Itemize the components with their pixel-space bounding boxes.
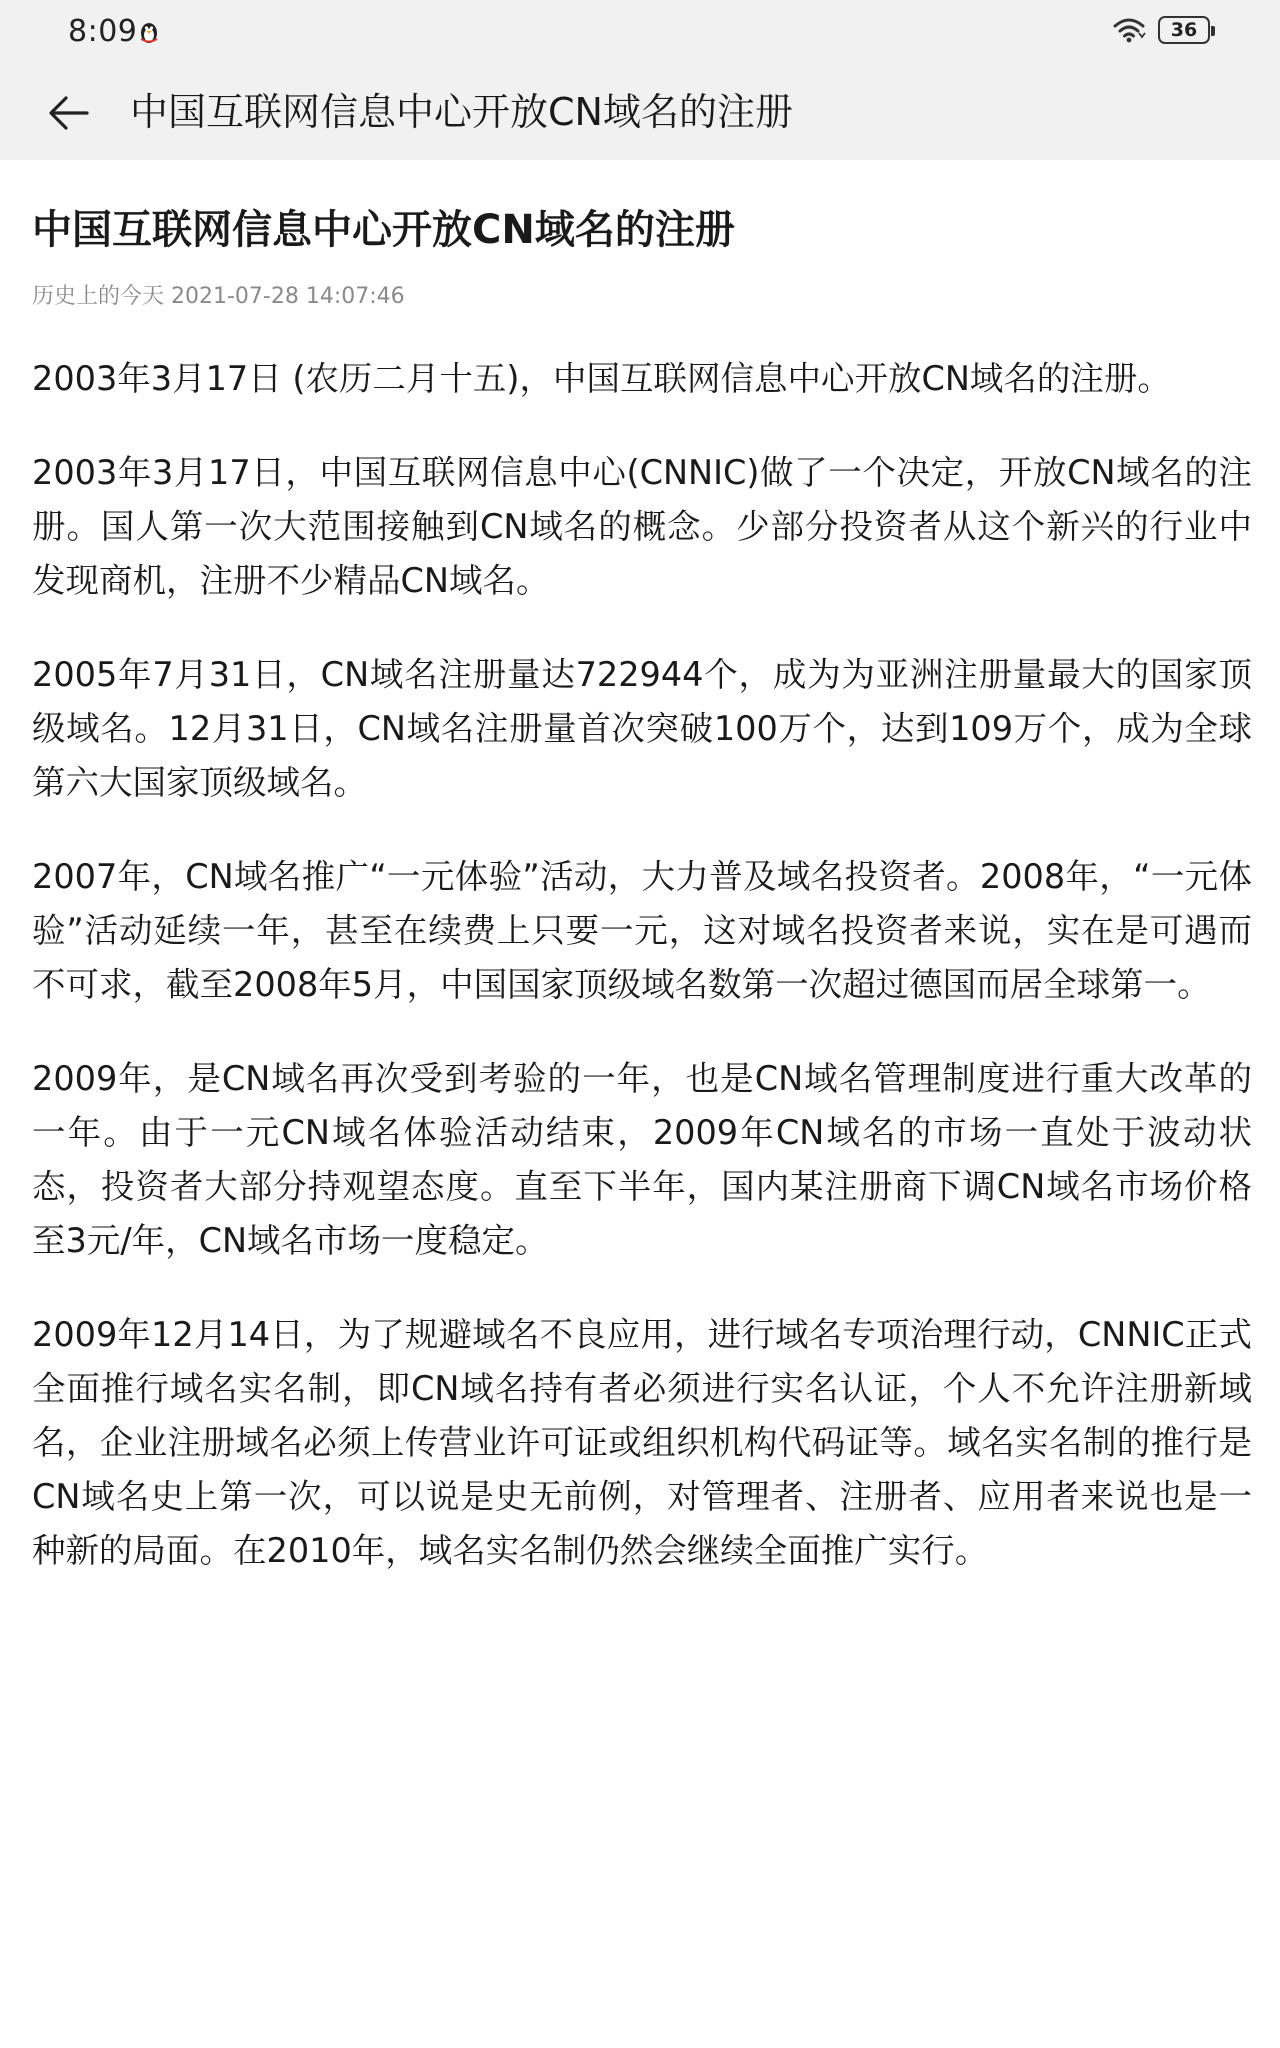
status-bar xyxy=(0,0,1280,64)
article-content xyxy=(32,160,1252,1618)
battery-indicator xyxy=(1158,16,1210,44)
battery-level: 36 xyxy=(1170,19,1198,41)
article-paragraph: 2003年3月17日，中国互联网信息中心(CNNIC)做了一个决定，开放CN域名的注册。国人第一次大范围接触到CN域名的概念。少部分投资者从这个新兴的行业中发现商机，注册不少精品CN域名。 xyxy=(32,453,1252,600)
article-body xyxy=(32,352,1252,1578)
status-time: 8:09 xyxy=(68,14,138,49)
article-title: 中国互联网信息中心开放CN域名的注册 xyxy=(32,207,735,253)
article-paragraph: 2009年，是CN域名再次受到考验的一年，也是CN域名管理制度进行重大改革的一年。由于一元CN域名体验活动结束，2009年CN域名的市场一直处于波动状态，投资者大部分持观望态度。直至下半年，国内某注册商下调CN域名市场价格至3元/年，CN域名市场一度稳定。 xyxy=(32,1059,1252,1260)
article-paragraph: 2005年7月31日，CN域名注册量达722944个，成为为亚洲注册量最大的国家顶级域名。12月31日，CN域名注册量首次突破100万个，达到109万个，成为全球第六大国家顶级域名。 xyxy=(32,655,1252,802)
back-button[interactable] xyxy=(38,82,100,144)
wifi-icon xyxy=(1112,16,1146,44)
app-bar xyxy=(0,64,1280,160)
status-icons xyxy=(1112,16,1210,44)
penguin-icon xyxy=(138,20,160,46)
article-paragraph: 2007年，CN域名推广“一元体验”活动，大力普及域名投资者。2008年，“一元体验”活动延续一年，甚至在续费上只要一元，这对域名投资者来说，实在是可遇而不可求，截至2008年5月，中国国家顶级域名数第一次超过德国而居全球第一。 xyxy=(32,857,1252,1004)
article-paragraph: 2009年12月14日，为了规避域名不良应用，进行域名专项治理行动，CNNIC正式全面推行域名实名制，即CN域名持有者必须进行实名认证，个人不允许注册新域名，企业注册域名必须上传营业许可证或组织机构代码证等。域名实名制的推行是CN域名史上第一次，可以说是史无前例，对管理者、注册者、应用者来说也是一种新的局面。在2010年，域名实名制仍然会继续全面推广实行。 xyxy=(32,1315,1252,1570)
article-meta: 历史上的今天 2021-07-28 14:07:46 xyxy=(32,284,405,309)
back-arrow-icon xyxy=(47,91,91,135)
article-paragraph: 2003年3月17日 (农历二月十五)，中国互联网信息中心开放CN域名的注册。 xyxy=(32,359,1171,398)
app-bar-title: 中国互联网信息中心开放CN域名的注册 xyxy=(130,90,793,134)
header-area xyxy=(0,0,1280,160)
